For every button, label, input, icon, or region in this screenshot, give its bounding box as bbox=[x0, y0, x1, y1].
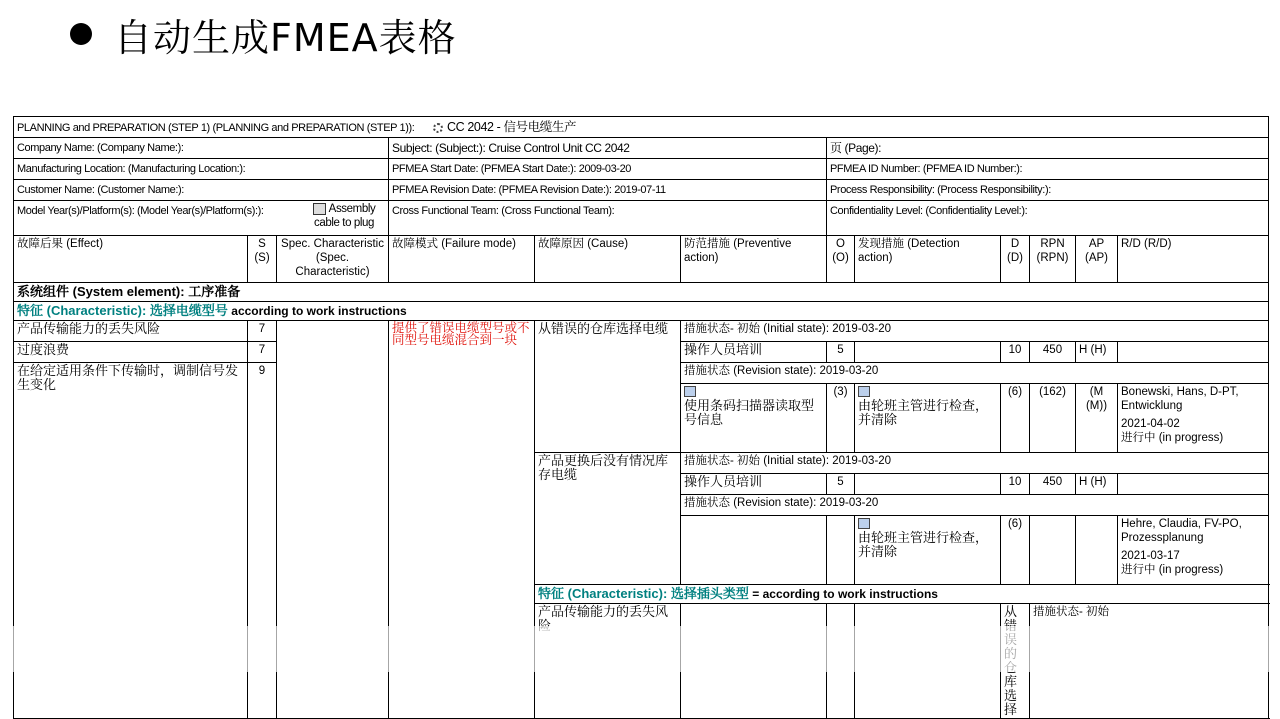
process-responsibility: Process Responsibility: (Process Responsibility:): bbox=[827, 180, 1269, 201]
revision-occurrence-cell bbox=[827, 516, 855, 585]
ap-cell: H (H) bbox=[1076, 342, 1118, 363]
col-failure-mode: 故障模式 (Failure mode) bbox=[389, 236, 535, 283]
initial-state-cell: 措施状态- 初始 (Initial state): 2019-03-20 bbox=[681, 321, 1269, 342]
cause-cell: 从错误的仓库选择电缆 bbox=[535, 321, 681, 453]
fmea-sheet bbox=[13, 116, 1268, 717]
action-icon bbox=[858, 386, 870, 397]
effect-cell: 产品传输能力的丢失风 bbox=[535, 604, 681, 719]
gear-icon bbox=[433, 123, 443, 133]
model-value: Assembly cable to plug bbox=[313, 203, 376, 229]
col-effect: 故障后果 (Effect) bbox=[14, 236, 248, 283]
revision-rpn: (162) bbox=[1030, 384, 1076, 453]
revision-preventive-cell: 使用条码扫描器读取型号信息 bbox=[681, 384, 827, 453]
cause-cell: 从 库选择 bbox=[1001, 604, 1030, 719]
col-d: D (D) bbox=[1001, 236, 1030, 283]
rd-cell bbox=[1118, 474, 1269, 495]
revision-preventive-cell bbox=[681, 516, 827, 585]
preventive-action-cell: 操作人员培训 bbox=[681, 342, 827, 363]
col-ap: AP (AP) bbox=[1076, 236, 1118, 283]
responsible-name: Hehre, Claudia, FV-PO, Prozessplanung bbox=[1121, 518, 1242, 544]
header-row bbox=[14, 159, 1269, 180]
detection-action-cell bbox=[855, 342, 1001, 363]
rd-cell bbox=[1118, 342, 1269, 363]
pfmea-id: PFMEA ID Number: (PFMEA ID Number:): bbox=[827, 159, 1269, 180]
revision-ap bbox=[1076, 516, 1118, 585]
severity-cell: 7 bbox=[248, 321, 277, 342]
planning-value: CC 2042 - 信号电缆生产 bbox=[447, 119, 577, 134]
failure-mode-cell: 提供了错误电缆型号或不同型号电缆混合到一块 bbox=[389, 321, 535, 719]
bottom-fade bbox=[0, 626, 1280, 672]
detection-action-cell bbox=[855, 474, 1001, 495]
status-text: 进行中 (in progress) bbox=[1121, 564, 1224, 576]
effect-cell: 在给定适用条件下传输时，调制信号发生变化 bbox=[14, 363, 248, 719]
cross-functional-team: Cross Functional Team: (Cross Functional Team): bbox=[389, 201, 827, 236]
initial-state-cell: 措施状态- 初始 bbox=[1030, 604, 1269, 719]
header-row bbox=[14, 201, 1269, 236]
revision-detection-cell: 由轮班主管进行检查，并清除 bbox=[855, 384, 1001, 453]
rpn-cell: 450 bbox=[1030, 342, 1076, 363]
action-icon bbox=[684, 386, 696, 397]
manufacturing-location: Manufacturing Location: (Manufacturing Location:): bbox=[14, 159, 389, 180]
col-detection: 发现措施 (Detection action) bbox=[855, 236, 1001, 283]
system-element-row bbox=[14, 283, 1269, 302]
responsible-cell bbox=[1118, 516, 1269, 585]
col-spec: Spec. Characteristic (Spec. Characteristic) bbox=[277, 236, 389, 283]
revision-rpn bbox=[1030, 516, 1076, 585]
severity-cell: 7 bbox=[248, 342, 277, 363]
column-header-row bbox=[14, 236, 1269, 283]
characteristic-row bbox=[14, 302, 1269, 321]
header-row bbox=[14, 180, 1269, 201]
col-o: O (O) bbox=[827, 236, 855, 283]
ap-cell: H (H) bbox=[1076, 474, 1118, 495]
severity-cell: 9 bbox=[248, 363, 277, 719]
characteristic-2: 特征 (Characteristic): 选择插头类型 = according to work instructions bbox=[535, 585, 1269, 604]
revision-detection-cell: 由轮班主管进行检查，并清除 bbox=[855, 516, 1001, 585]
responsible-name: Bonewski, Hans, D-PT, Entwicklung bbox=[1121, 386, 1239, 412]
rpn-cell: 450 bbox=[1030, 474, 1076, 495]
col-s: S (S) bbox=[248, 236, 277, 283]
detection-cell: 10 bbox=[1001, 474, 1030, 495]
action-icon bbox=[858, 518, 870, 529]
occurrence-cell: 5 bbox=[827, 474, 855, 495]
page-number: 页 (Page): bbox=[827, 138, 1269, 159]
revision-detection-value: (6) bbox=[1001, 384, 1030, 453]
status-text: 进行中 (in progress) bbox=[1121, 432, 1224, 444]
occurrence-cell: 5 bbox=[827, 342, 855, 363]
detection-cell: 10 bbox=[1001, 342, 1030, 363]
planning-cell: PLANNING and PREPARATION (STEP 1) (PLANNING and PREPARATION (STEP 1)): CC 2042 - 信号电缆生产 bbox=[14, 117, 1269, 138]
revision-detection-value: (6) bbox=[1001, 516, 1030, 585]
effect-cell: 产品传输能力的丢失风险 bbox=[14, 321, 248, 342]
due-date: 2021-04-02 bbox=[1121, 418, 1180, 430]
initial-state-cell: 措施状态- 初始 (Initial state): 2019-03-20 bbox=[681, 453, 1269, 474]
due-date: 2021-03-17 bbox=[1121, 550, 1180, 562]
pfmea-revision-date: PFMEA Revision Date: (PFMEA Revision Date:): 2019-07-11 bbox=[389, 180, 827, 201]
cause-cell: 产品更换后没有情况库存电缆 bbox=[535, 453, 681, 585]
revision-state-cell: 措施状态 (Revision state): 2019-03-20 bbox=[681, 363, 1269, 384]
table-row bbox=[14, 321, 1269, 342]
characteristic-1: 特征 (Characteristic): 选择电缆型号 according to work instructions bbox=[14, 302, 1269, 321]
col-preventive: 防范措施 (Preventive action) bbox=[681, 236, 827, 283]
col-rd: R/D (R/D) bbox=[1118, 236, 1269, 283]
bullet-icon bbox=[70, 23, 92, 45]
revision-state-cell: 措施状态 (Revision state): 2019-03-20 bbox=[681, 495, 1269, 516]
col-rpn: RPN (RPN) bbox=[1030, 236, 1076, 283]
confidentiality-level: Confidentiality Level: (Confidentiality Level:): bbox=[827, 201, 1269, 236]
revision-occurrence-cell: (3) bbox=[827, 384, 855, 453]
company-name: Company Name: (Company Name:): bbox=[14, 138, 389, 159]
effect-cell: 过度浪费 bbox=[14, 342, 248, 363]
customer-name: Customer Name: (Customer Name:): bbox=[14, 180, 389, 201]
model-year-cell: Model Year(s)/Platform(s): (Model Year(s)/Platform(s):): Assembly cable to plug bbox=[14, 201, 389, 236]
header-row bbox=[14, 138, 1269, 159]
col-cause: 故障原因 (Cause) bbox=[535, 236, 681, 283]
system-element: 系统组件 (System element): 工序准备 bbox=[14, 283, 1269, 302]
slide-title bbox=[70, 8, 457, 60]
document-icon bbox=[313, 203, 326, 215]
responsible-cell bbox=[1118, 384, 1269, 453]
pfmea-start-date: PFMEA Start Date: (PFMEA Start Date:): 2009-03-20 bbox=[389, 159, 827, 180]
preventive-action-cell: 操作人员培训 bbox=[681, 474, 827, 495]
planning-row bbox=[14, 117, 1269, 138]
subject: Subject: (Subject:): Cruise Control Unit CC 2042 bbox=[389, 138, 827, 159]
slide-title-text: 自动生成FMEA表格 bbox=[114, 15, 457, 60]
revision-ap: (M (M)) bbox=[1076, 384, 1118, 453]
